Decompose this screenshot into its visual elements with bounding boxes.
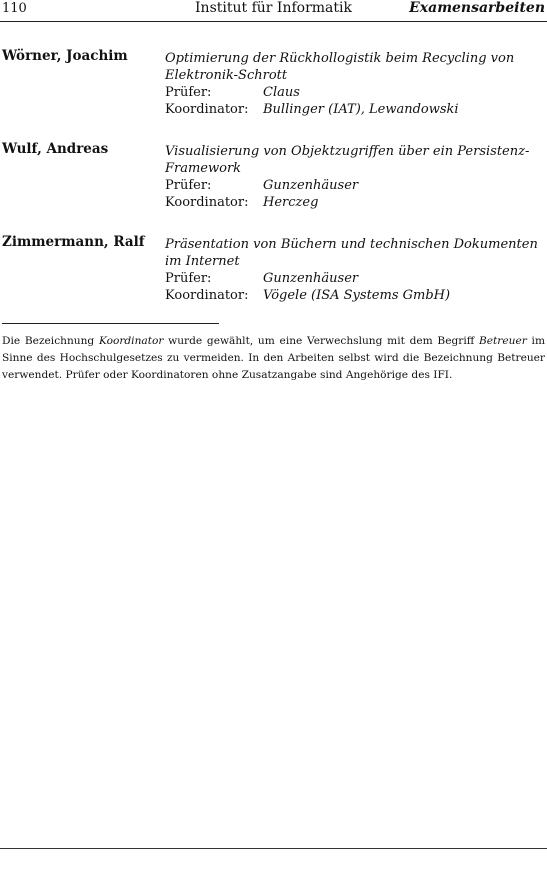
bottom-rule	[0, 848, 547, 849]
footnote	[2, 333, 545, 384]
thesis-details	[165, 143, 545, 211]
footnote-rule	[2, 323, 219, 324]
footnote-term-koordinator: Koordinator	[98, 335, 164, 347]
examiner-name: Gunzenhäuser	[263, 178, 359, 193]
author-name: Zimmermann, Ralf	[2, 234, 145, 250]
thesis-title: Optimierung der Rückhollogistik beim Recycling von Elektronik-Schrott	[165, 51, 515, 83]
footnote-text: Die Bezeichnung	[2, 335, 99, 347]
page-header	[0, 0, 547, 24]
examiner-line	[165, 177, 545, 194]
coordinator-name: Bullinger (IAT), Lewandowski	[263, 102, 459, 117]
coordinator-name: Vögele (ISA Systems GmbH)	[263, 288, 451, 303]
examiner-line	[165, 270, 545, 287]
examiner-label: Prüfer:	[165, 178, 212, 193]
examiner-line	[165, 84, 545, 101]
thesis-entry	[0, 234, 547, 327]
coordinator-label: Koordinator:	[165, 288, 249, 303]
author-name: Wulf, Andreas	[2, 141, 109, 157]
examiner-label: Prüfer:	[165, 271, 212, 286]
running-title: Institut für Informatik	[195, 0, 352, 16]
footnote-text: wurde gewählt, um eine Verwechslung mit dem Begriff	[163, 335, 479, 347]
coordinator-name: Herczeg	[263, 195, 319, 210]
section-label: Examensarbeiten	[409, 0, 545, 16]
coordinator-label: Koordinator:	[165, 102, 249, 117]
author-name: Wörner, Joachim	[2, 48, 128, 64]
coordinator-line	[165, 194, 545, 211]
coordinator-line	[165, 101, 545, 118]
thesis-entry	[0, 48, 547, 141]
coordinator-line	[165, 287, 545, 304]
examiner-label: Prüfer:	[165, 85, 212, 100]
page-number: 110	[2, 1, 27, 16]
thesis-details	[165, 236, 545, 304]
thesis-details	[165, 50, 545, 118]
thesis-title: Präsentation von Büchern und technischen Dokumenten im Internet	[165, 237, 538, 269]
thesis-title: Visualisierung von Objektzugriffen über ein Persistenz-Framework	[165, 144, 530, 176]
thesis-list	[0, 48, 547, 327]
thesis-entry	[0, 141, 547, 234]
header-rule	[0, 21, 547, 22]
footnote-text: im Sinne des Hochschulgesetzes zu vermeiden. In den Arbeiten selbst wird die Bezeichnung Betreuer verwendet. Prüfer oder Koordinatoren ohne Zusatzangabe sind Angehörige des IFI.	[2, 335, 545, 381]
examiner-name: Claus	[263, 85, 300, 100]
examiner-name: Gunzenhäuser	[263, 271, 359, 286]
coordinator-label: Koordinator:	[165, 195, 249, 210]
footnote-term-betreuer: Betreuer	[479, 335, 527, 347]
